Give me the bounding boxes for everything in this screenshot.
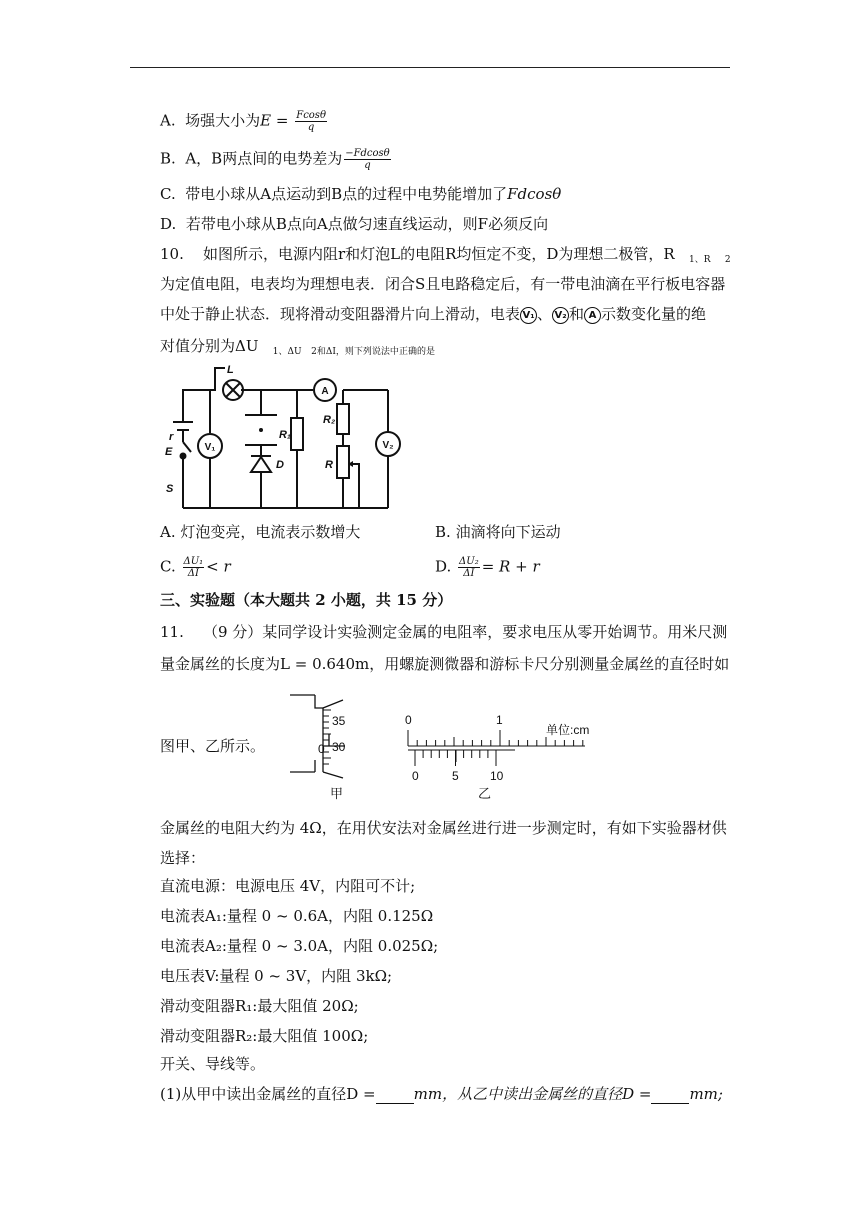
voltmeter-v1-icon: V₁ bbox=[520, 307, 537, 324]
q11-item4: 电压表V:量程 0 ~ 3V，内阻 3kΩ; bbox=[160, 967, 393, 985]
micrometer-tick-35: 35 bbox=[332, 714, 346, 728]
q11-line2: 量金属丝的长度为L = 0.640m，用螺旋测微器和游标卡尺分别测量金属丝的直径时如 bbox=[160, 655, 730, 673]
ammeter-icon: A bbox=[584, 307, 601, 324]
q11-item3: 电流表A₂:量程 0 ~ 3.0A，内阻 0.025Ω; bbox=[160, 937, 439, 955]
label-E: E bbox=[165, 446, 173, 458]
q10-option-d: D. $\frac{\text{ΔU₂}}{\Delta I}$ = R + r bbox=[435, 556, 540, 579]
micrometer-figure bbox=[285, 690, 385, 802]
caliper-vernier-5: 5 bbox=[452, 769, 459, 783]
option-a: A. 场强大小为E = $\frac{Fcos\theta}{q}$ bbox=[160, 110, 326, 133]
micrometer-tick-0: 0 bbox=[318, 742, 325, 756]
section-heading: 三、实验题（本大题共 2 小题，共 15 分） bbox=[160, 591, 453, 609]
label-L: L bbox=[227, 364, 234, 376]
q11-item2: 电流表A₁:量程 0 ~ 0.6A，内阻 0.125Ω bbox=[160, 907, 434, 925]
q11-item6: 滑动变阻器R₂:最大阻值 100Ω; bbox=[160, 1027, 369, 1045]
caliper-vernier-10: 10 bbox=[490, 769, 504, 783]
q11-item1: 直流电源：电源电压 4V，内阻可不计; bbox=[160, 877, 416, 895]
answer-blank-1[interactable] bbox=[376, 1089, 414, 1104]
label-r: r bbox=[169, 431, 174, 443]
fraction: $\frac{-Fdcos\theta}{q}$ bbox=[345, 148, 390, 171]
v1-label: V₁ bbox=[204, 442, 216, 453]
option-c: C. 带电小球从A点运动到B点的过程中电势能增加了Fdcosθ bbox=[160, 185, 562, 203]
fraction: $\frac{\text{ΔU₁}}{\Delta I}$ bbox=[183, 556, 204, 579]
q10-option-c: C. $\frac{\text{ΔU₁}}{\Delta I}$ < r bbox=[160, 556, 231, 579]
q11-line3: 图甲、乙所示。 bbox=[160, 737, 266, 755]
label-S: S bbox=[166, 483, 174, 495]
voltmeter-v2-icon: V₂ bbox=[552, 307, 569, 324]
answer-blank-2[interactable] bbox=[651, 1089, 689, 1104]
q10-line2: 为定值电阻，电表均为理想电表．闭合S且电路稳定后，有一带电油滴在平行板电容器 bbox=[160, 275, 726, 293]
caliper-vernier-0: 0 bbox=[412, 769, 419, 783]
q11-line5: 选择： bbox=[160, 849, 206, 867]
q10-line3: 中处于静止状态．现将滑动变阻器滑片向上滑动，电表 V₁ 、 V₂ 和 A 示数变化量的绝 bbox=[160, 305, 707, 323]
q11-line4: 金属丝的电阻大约为 4Ω，在用伏安法对金属丝进行进一步测定时，有如下实验器材供 bbox=[160, 819, 727, 837]
q10-option-a: A. 灯泡变亮，电流表示数增大 bbox=[160, 523, 361, 541]
option-d: D. 若带电小球从B点向A点做匀速直线运动，则F必须反向 bbox=[160, 215, 549, 233]
circuit-diagram bbox=[155, 360, 415, 515]
label-R: R bbox=[325, 459, 333, 471]
vernier-caliper-figure bbox=[400, 710, 610, 802]
q11-sub1: (1)从甲中读出金属丝的直径D = mm，从乙中读出金属丝的直径D = mm; bbox=[160, 1085, 723, 1103]
q11-item5: 滑动变阻器R₁:最大阻值 20Ω; bbox=[160, 997, 359, 1015]
label-R2: R₂ bbox=[323, 414, 336, 426]
fraction: $\frac{\text{ΔU₂}}{\Delta I}$ bbox=[459, 556, 479, 579]
caliper-main-1: 1 bbox=[496, 713, 503, 727]
q10-option-b: B. 油滴将向下运动 bbox=[435, 523, 561, 541]
caliper-unit: 单位:cm bbox=[546, 723, 590, 737]
caliper-main-0: 0 bbox=[405, 713, 412, 727]
ammeter-label: A bbox=[321, 386, 329, 397]
q10-line1: 10. 如图所示，电源内阻r和灯泡L的电阻R均恒定不变，D为理想二极管，R $_{1、R}$ $_2$ bbox=[160, 245, 731, 265]
micrometer-tick-30: 30 bbox=[332, 740, 346, 754]
label-D: D bbox=[276, 459, 284, 471]
v2-label: V₂ bbox=[382, 440, 394, 451]
q11-item7: 开关、导线等。 bbox=[160, 1055, 266, 1073]
q11-line1: 11. （9 分）某同学设计实验测定金属的电阻率，要求电压从零开始调节。用米尺测 bbox=[160, 623, 728, 641]
q10-line4: 对值分别为ΔU $_{1、\Delta U}$ $_{2和\Delta I,则下列说法中正确的是}$ bbox=[160, 337, 435, 357]
figure-caption-jia: 甲 bbox=[330, 786, 344, 801]
figure-caption-yi: 乙 bbox=[478, 786, 492, 801]
option-b: B. A，B两点间的电势差为 $\frac{-Fdcos\theta}{q}$ bbox=[160, 148, 390, 171]
fraction: $\frac{Fcos\theta}{q}$ bbox=[296, 110, 326, 133]
header-rule bbox=[130, 67, 730, 68]
label-R1: R₁ bbox=[279, 429, 291, 441]
